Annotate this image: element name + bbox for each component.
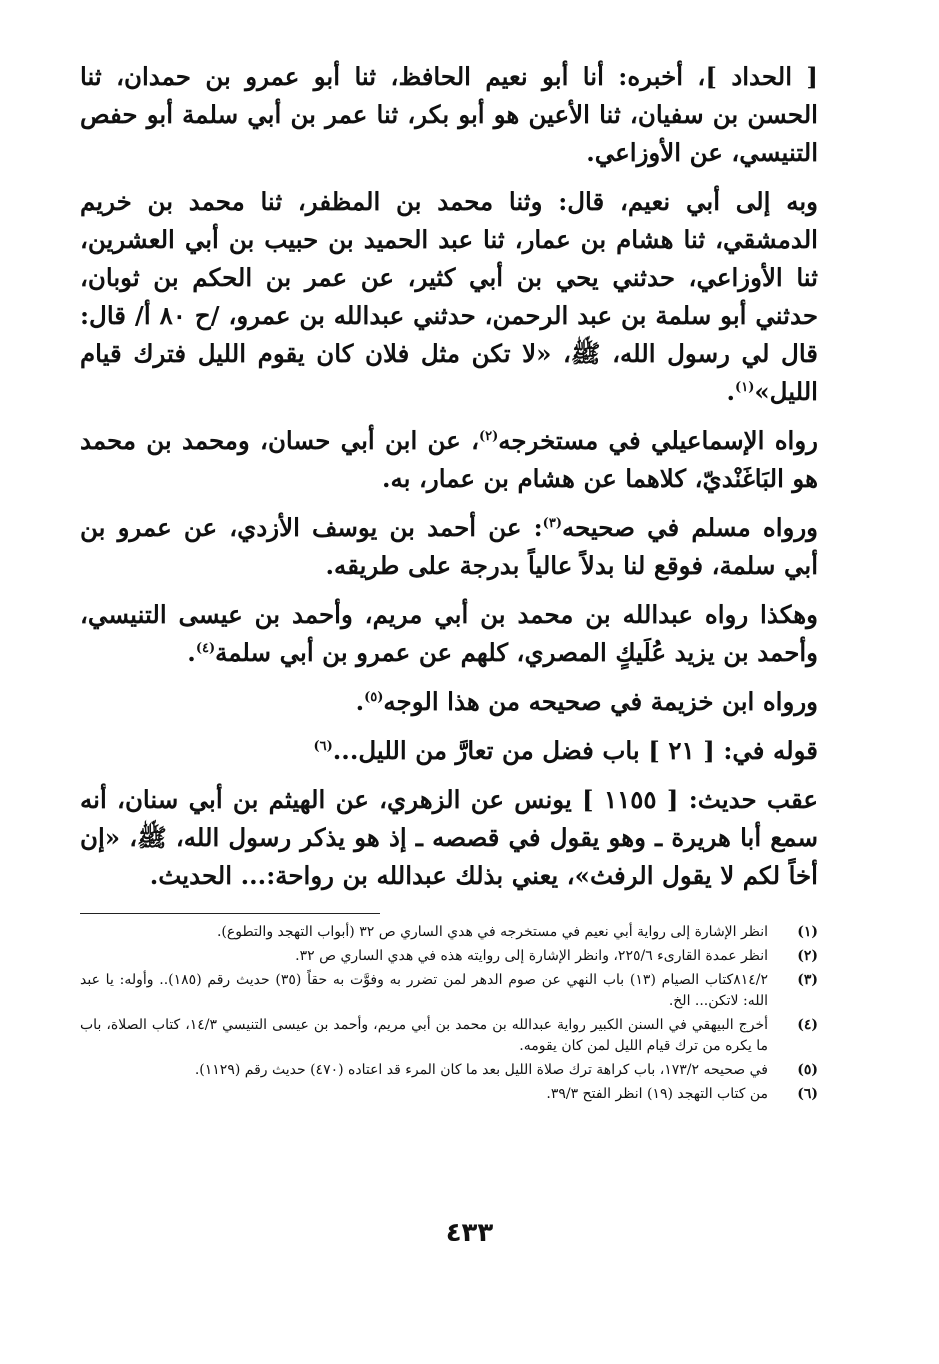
paragraph-7: قوله في: [ ٢١ ] باب فضل من تعارَّ من الليل...$^{(٦)}$ (313, 736, 818, 765)
footnote-ref-1[interactable]: (١) (735, 379, 755, 395)
paragraph-4: ورواه مسلم في صحيحه$^{(٣)}$: عن أحمد بن يوسف الأزدي، عن عمرو بن أبي سلمة، فوقع لنا بدلاً عالياً بدرجة على طريقه. (80, 513, 818, 580)
footnote-ref-2[interactable]: (٢) (478, 428, 499, 444)
footnote-ref-5[interactable]: (٥) (364, 689, 384, 705)
footnote-2 (80, 946, 818, 967)
paragraph-6: ورواه ابن خزيمة في صحيحه من هذا الوجه$^{(٥)}$. (355, 687, 818, 716)
footnote-number: (٣) (797, 972, 818, 988)
footnote-number: (٦) (797, 1086, 818, 1102)
footnote-3 (80, 970, 818, 1012)
footnote-number: (٤) (797, 1017, 818, 1033)
footnote-text: في صحيحه ١٧٣/٢، باب كراهة ترك صلاة الليل بعد ما كان المرء قد اعتاده (٤٧٠) حديث رقم (١١٢٩). (194, 1062, 768, 1078)
footnote-6 (80, 1084, 818, 1105)
footnote-ref-4[interactable]: (٤) (195, 640, 216, 656)
footnote-5 (80, 1060, 818, 1081)
footnote-text: أخرج البيهقي في السنن الكبير رواية عبدالله بن محمد بن أبي مريم، وأحمد بن عيسى التنيسي ١٤/٣، كتاب الصلاة، باب ما يكره من ترك قيام الليل لمن كان يقومه. (80, 1017, 768, 1054)
page-number: ٤٣٣ (445, 1218, 494, 1248)
footnote-number: (١) (797, 924, 818, 940)
page-body (80, 58, 818, 1108)
footnote-divider (80, 913, 380, 914)
footnote-number: (٢) (797, 948, 818, 964)
footnote-4 (80, 1015, 818, 1057)
paragraph-3: رواه الإسماعيلي في مستخرجه$^{(٢)}$، عن ابن أبي حسان، ومحمد بن محمد هو البَاغَنْديّ، كلاهما عن هشام بن عمار، به. (80, 426, 818, 493)
footnote-text: ٨١٤/٢كتاب الصيام (١٣) باب النهي عن صوم الدهر لمن تضرر به وفوَّت به حقاً (٣٥) حديث رقم (١٨٥).. وأوله: يا عبد الله: لاتكن... الخ. (80, 972, 769, 1009)
footnotes (80, 922, 818, 1105)
paragraph-1: [ الحداد ]، أخبره: أنا أبو نعيم الحافظ، ثنا أبو عمرو بن حمدان، ثنا الحسن بن سفيان، ثنا الأعين هو أبو بكر، ثنا عمر بن أبي سلمة أبو حفص التنيسي، عن الأوزاعي. (80, 62, 818, 167)
paragraph-5: وهكذا رواه عبدالله بن محمد بن أبي مريم، وأحمد بن عيسى التنيسي، وأحمد بن يزيد عُلَيكٍ المصري، كلهم عن عمرو بن أبي سلمة$^{(٤)}$. (80, 600, 818, 667)
footnote-ref-3[interactable]: (٣) (542, 515, 562, 531)
footnote-text: انظر عمدة القارىء ٢٢٥/٦، وانظر الإشارة إلى روايته هذه في هدي الساري ص ٣٢. (295, 948, 768, 964)
footnote-1 (80, 922, 818, 943)
footnote-text: من كتاب التهجد (١٩) انظر الفتح ٣٩/٣. (546, 1086, 768, 1102)
footnote-ref-6[interactable]: (٦) (313, 738, 333, 754)
paragraph-8: عقب حديث: [ ١١٥٥ ] يونس عن الزهري، عن الهيثم بن أبي سنان، أنه سمع أبا هريرة ـ وهو يقول في قصصه ـ إذ هو يذكر رسول الله، ﷺ، «إن أخاً لكم لا يقول الرفث»، يعني بذلك عبدالله بن رواحة:... الحديث. (80, 785, 818, 890)
footnote-text: انظر الإشارة إلى رواية أبي نعيم في مستخرجه في هدي الساري ص ٣٢ (أبواب التهجد والتطوع). (216, 924, 768, 940)
footnote-number: (٥) (797, 1062, 818, 1078)
paragraph-2: وبه إلى أبي نعيم، قال: وثنا محمد بن المظفر، ثنا محمد بن خريم الدمشقي، ثنا هشام بن عمار، ثنا عبد الحميد بن حبيب بن أبي العشرين، ثنا الأوزاعي، حدثني يحي بن أبي كثير، عن عمر بن الحكم بن ثوبان، حدثني أبو سلمة بن عبد الرحمن، حدثني عبدالله بن عمرو، /ح ٨٠ أ/ قال: قال لي رسول الله، ﷺ، «لا تكن مثل فلان كان يقوم الليل فترك قيام الليل»$^{(١)}$. (80, 187, 819, 406)
